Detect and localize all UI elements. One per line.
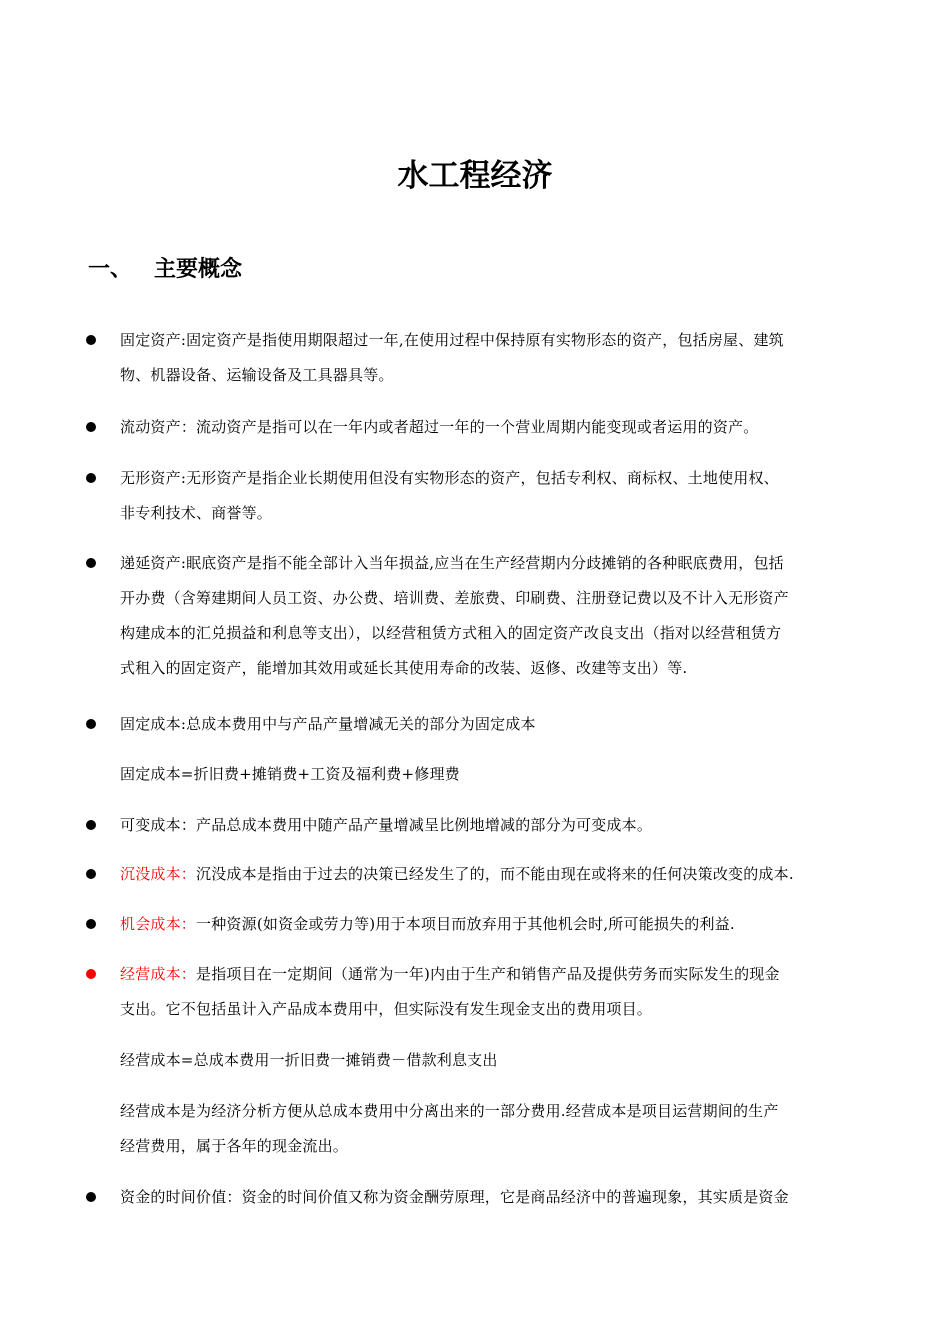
section-heading: [88, 254, 242, 286]
fixed-cost-formula: [120, 757, 868, 792]
concept-intangible-assets: [120, 461, 868, 531]
text-line: 非专利技术、商誉等。: [120, 504, 273, 522]
concept-definition: ：资金的时间价值又称为资金酬劳原理，它是商品经济中的普遍现象，其实质是资金: [226, 1188, 789, 1206]
text-line: [120, 323, 868, 358]
operating-cost-formula: [120, 1043, 868, 1078]
concept-definition: :眠底资产是指不能全部计入当年损益,应当在生产经营期内分歧摊销的各种眠底费用，包括: [180, 554, 784, 572]
text-line: 支出。它不包括虽计入产品成本费用中，但实际没有发生现金支出的费用项目。: [120, 1000, 653, 1018]
text-line: 开办费（含筹建期间人员工资、办公费、培训费、差旅费、印刷费、注册登记费以及不计入无形资产: [120, 589, 789, 607]
formula-line: 经营成本=总成本费用一折旧费一摊销费－借款利息支出: [120, 1051, 498, 1069]
concept-definition: :无形资产是指企业长期使用但没有实物形态的资产，包括专利权、商标权、土地使用权、: [180, 469, 779, 487]
concept-term: 固定资产: [120, 331, 181, 349]
concept-sunk-cost: [120, 857, 868, 892]
section-title: 主要概念: [154, 257, 243, 282]
concept-definition: 一种资源(如资金或劳力等)用于本项目而放弃用于其他机会时,所可能损失的利益.: [196, 915, 735, 933]
concept-deferred-assets: [120, 546, 868, 686]
text-line: 构建成本的汇兑损益和利息等支出），以经营租赁方式租入的固定资产改良支出（指对以经营租赁方: [120, 624, 782, 642]
concept-term-highlighted: 经营成本：: [120, 965, 197, 983]
concept-definition: :总成本费用中与产品产量增减无关的部分为固定成本: [180, 715, 536, 733]
text-line: 物、机器设备、运输设备及工具器具等。: [120, 366, 394, 384]
concept-time-value-of-money: [120, 1180, 868, 1215]
concept-term: 流动资产: [120, 418, 181, 436]
bullet-icon: [86, 1192, 96, 1202]
concept-term: 可变成本: [120, 816, 181, 834]
concept-definition: 沉没成本是指由于过去的决策已经发生了的，而不能由现在或将来的任何决策改变的成本.: [196, 865, 794, 883]
bullet-icon: [86, 335, 96, 345]
concept-term: 固定成本: [120, 715, 181, 733]
text-line: [120, 707, 868, 742]
concept-term-highlighted: 机会成本：: [120, 915, 197, 933]
concept-definition: :固定资产是指使用期限超过一年,在使用过程中保持原有实物形态的资产，包括房屋、建筑: [180, 331, 784, 349]
text-line: [120, 857, 868, 892]
text-line: [120, 957, 868, 992]
bullet-icon: [86, 558, 96, 568]
concept-term-highlighted: 沉没成本：: [120, 865, 197, 883]
concept-fixed-assets: [120, 323, 868, 393]
operating-cost-note: [120, 1094, 868, 1164]
concept-term: 递延资产: [120, 554, 181, 572]
concept-operating-cost: [120, 957, 868, 1027]
bullet-icon: [86, 820, 96, 830]
text-line: [120, 546, 868, 581]
section-number: 一、: [88, 257, 133, 282]
bullet-icon: [86, 969, 96, 979]
concept-term: 资金的时间价值: [120, 1188, 227, 1206]
concept-term: 无形资产: [120, 469, 181, 487]
text-line: [120, 1180, 868, 1215]
text-line: [120, 808, 868, 843]
bullet-icon: [86, 422, 96, 432]
concept-opportunity-cost: [120, 907, 868, 942]
text-line: [120, 410, 868, 445]
concept-current-assets: [120, 410, 868, 445]
bullet-icon: [86, 473, 96, 483]
text-line: 式租入的固定资产，能增加其效用或延长其使用寿命的改装、返修、改建等支出）等.: [120, 659, 688, 677]
concept-variable-cost: [120, 808, 868, 843]
bullet-icon: [86, 719, 96, 729]
bullet-icon: [86, 919, 96, 929]
concept-definition: 是指项目在一定期间（通常为一年)内由于生产和销售产品及提供劳务而实际发生的现金: [196, 965, 780, 983]
text-line: 经营费用，属于各年的现金流出。: [120, 1137, 349, 1155]
document-title: 水工程经济: [397, 158, 553, 194]
formula-line: 固定成本=折旧费+摊销费+工资及福利费+修理费: [120, 765, 460, 783]
text-line: [120, 461, 868, 496]
concept-definition: ：流动资产是指可以在一年内或者超过一年的一个营业周期内能变现或者运用的资产。: [180, 418, 759, 436]
text-line: 经营成本是为经济分析方便从总成本费用中分离出来的一部分费用.经营成本是项目运营期间的生产: [120, 1102, 779, 1120]
concept-fixed-cost: [120, 707, 868, 742]
bullet-icon: [86, 869, 96, 879]
concept-definition: ：产品总成本费用中随产品产量增减呈比例地增减的部分为可变成本。: [180, 816, 653, 834]
text-line: [120, 907, 868, 942]
